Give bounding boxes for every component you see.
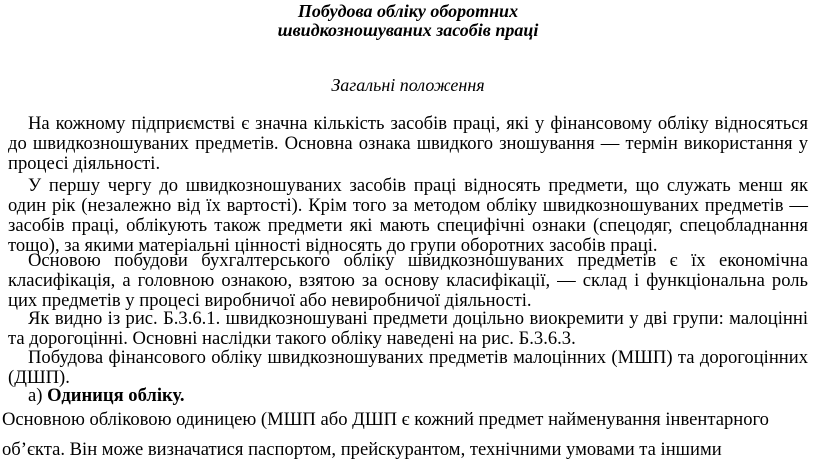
paragraph-last: Основною обліковою одиницею (МШП або ДШП є кожний предмет найменування інвентарного об’єкта. Він може визначатися паспортом, прейскурантом, технічними умовами та іншими — [2, 409, 769, 460]
list-item-a-prefix: а) — [28, 385, 43, 406]
paragraph-3: Основою побудови бухгалтерського обліку швидкозношуваних предметів є їх економічна класифікація, а головною ознакою, взятою за основу класифікації, — склад і функціональна роль цих предметів у процесі виробничої або невиробничої діяльності. — [8, 250, 808, 311]
paragraph-2: У першу чергу до швидкозношуваних засобів праці відносять предмети, що служать менш як один рік (незалежно від їх вартості). Крім того за методом обліку швидкозношуваних предметів — засобів праці, облікують також предмети які мають специфічні ознаки (спецодяг, спецобладнання тощо), за якими матеріальні цінності відносять до групи оборотних засобів праці. — [8, 175, 808, 256]
document-title-line-2: швидкозношуваних засобів праці — [277, 20, 539, 40]
paragraph-5: Побудова фінансового обліку швидкозношуваних предметів малоцінних (МШП) та дорогоцінних (ДШП). — [8, 347, 808, 388]
paragraph-1: На кожному підприємстві є значна кількість засобів праці, які у фінансовому обліку відносяться до швидкозношуваних предметів. Основна ознака швидкого зношування — термін використання у процесі діяльності. — [8, 113, 808, 174]
paragraph-4: Як видно із рис. Б.3.6.1. швидкозношувані предмети доцільно виокремити у дві групи: малоцінні та дорогоцінні. Основні наслідки такого обліку наведені на рис. Б.3.6.3. — [8, 308, 808, 349]
list-item-a — [8, 386, 808, 406]
list-item-a-label: Одиниця обліку. — [47, 385, 185, 406]
section-heading: Загальні положення — [331, 75, 485, 95]
document-title-line-1: Побудова обліку оборотних — [297, 1, 519, 21]
